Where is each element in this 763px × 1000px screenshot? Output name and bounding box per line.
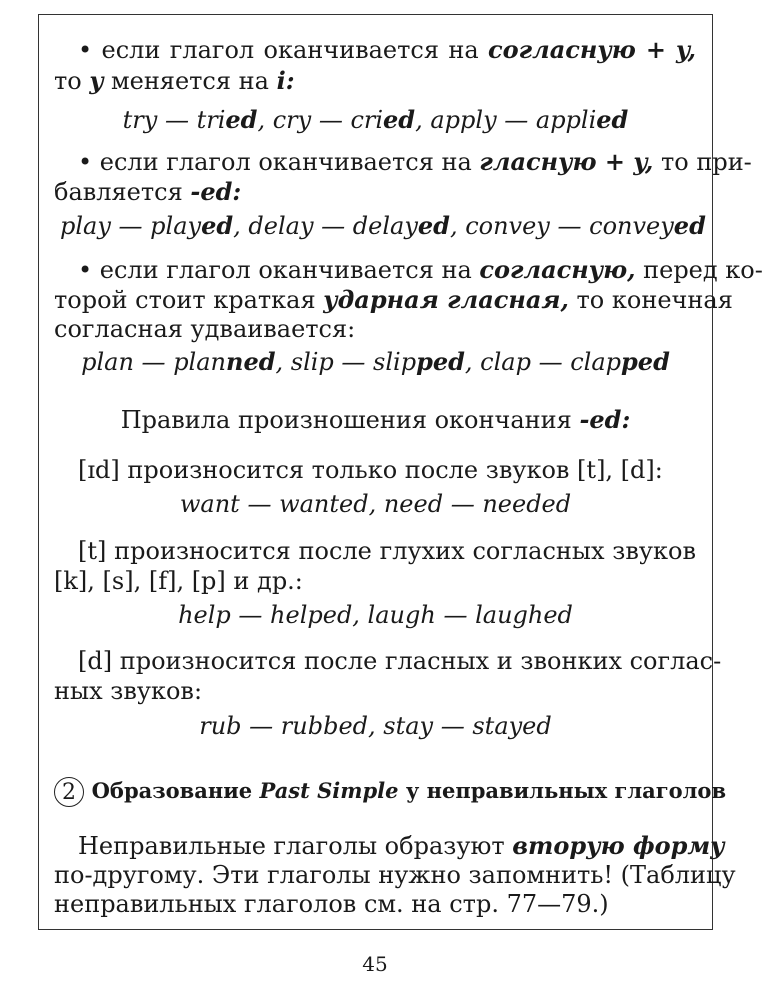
example-ending: ed <box>417 211 450 240</box>
rule2-line2 <box>54 178 241 206</box>
rule2-text: • если глагол оканчивается на <box>78 148 480 176</box>
example-text: , delay — delay <box>233 212 418 240</box>
example-text: , convey — convey <box>449 212 674 240</box>
rule3-text: то конечная <box>568 286 733 314</box>
pronunciation-title-suffix: -ed: <box>579 405 631 434</box>
page-number: 45 <box>362 952 388 976</box>
example-ending: ed <box>596 105 629 134</box>
rule3-text: перед ко- <box>635 256 763 284</box>
example-text: try — tri <box>122 106 226 134</box>
example-text: rub — rubbed, stay — stayed <box>199 712 552 740</box>
pronunciation-text: [ɪd] произносится только после звуков [t], [d]: <box>78 456 663 484</box>
example-ending: ped <box>416 347 465 376</box>
rule1-line2 <box>54 67 295 95</box>
rule1-emphasis: i: <box>276 66 295 95</box>
example-text: , clap — clap <box>464 348 622 376</box>
rule2-text: бавляется <box>54 178 191 206</box>
rule3-text: торой стоит краткая <box>54 286 324 314</box>
section-number-circle: 2 <box>54 777 84 807</box>
section2-text: Неправильные глаголы образуют <box>78 832 513 860</box>
rule1-text: то <box>54 67 90 95</box>
rule1-emphasis: y <box>89 66 104 95</box>
rule2-example <box>60 211 706 240</box>
example-text: , cry — cri <box>257 106 384 134</box>
section2-line1 <box>78 831 725 860</box>
example-text: plan — plan <box>81 348 226 376</box>
section2-line3 <box>54 890 609 918</box>
example-ending: ed <box>201 211 234 240</box>
rule1-text: меняется на <box>103 67 277 95</box>
rule2-emphasis: гласную + y, <box>479 147 654 176</box>
pronunciation-d-line1 <box>78 647 722 675</box>
pronunciation-id-example <box>38 490 713 518</box>
rule3-emphasis: согласную, <box>479 255 636 284</box>
example-ending: ned <box>226 347 276 376</box>
rule1-emphasis: согласную + y, <box>488 35 697 64</box>
pronunciation-id-line <box>78 456 663 484</box>
pronunciation-text: [d] произносится после гласных и звонких соглас- <box>78 647 722 675</box>
example-text: , slip — slip <box>275 348 417 376</box>
section2-emphasis: вторую форму <box>512 831 725 860</box>
example-ending: ed <box>225 105 258 134</box>
example-ending: ed <box>383 105 416 134</box>
rule1-example <box>38 106 713 134</box>
example-text: play — play <box>60 212 202 240</box>
rule3-line1 <box>78 255 763 284</box>
section2-text: неправильных глаголов см. на стр. 77—79.) <box>54 890 609 918</box>
pronunciation-d-example <box>38 712 713 740</box>
section-heading-text: Образование <box>91 778 260 803</box>
rule3-text: • если глагол оканчивается на <box>78 256 480 284</box>
example-text: , apply — appli <box>415 106 597 134</box>
rule3-example <box>38 348 713 376</box>
rule1-text: • если глагол оканчивается на <box>78 36 488 64</box>
pronunciation-d-line2 <box>54 677 202 705</box>
section-heading-text: у неправильных глаголов <box>398 778 727 803</box>
example-text: help — helped, laugh — laughed <box>178 601 573 629</box>
pronunciation-t-example <box>38 601 713 629</box>
rule3-line2 <box>54 285 733 314</box>
rule2-text: то при- <box>653 148 752 176</box>
rule3-text: согласная удваивается: <box>54 315 356 343</box>
rule3-line3 <box>54 315 355 343</box>
section2-text: по-другому. Эти глаголы нужно запомнить! (Таблицу <box>54 861 736 889</box>
pronunciation-text: ных звуков: <box>54 677 203 705</box>
pronunciation-t-line2 <box>54 567 303 595</box>
pronunciation-text: [k], [s], [f], [p] и др.: <box>54 567 303 595</box>
section-heading <box>54 774 726 807</box>
example-ending: ed <box>673 211 706 240</box>
pronunciation-title <box>38 406 713 434</box>
example-ending: ped <box>621 347 670 376</box>
section-heading-term: Past Simple <box>259 778 399 803</box>
section2-line2 <box>54 861 736 889</box>
rule2-emphasis: -ed: <box>190 177 242 206</box>
pronunciation-title-text: Правила произношения окончания <box>120 406 580 434</box>
rule1-line1 <box>78 36 696 64</box>
rule2-line1 <box>78 147 752 176</box>
rule3-emphasis: ударная гласная, <box>323 285 569 314</box>
pronunciation-t-line1 <box>78 537 696 565</box>
example-text: want — wanted, need — needed <box>179 490 572 518</box>
pronunciation-text: [t] произносится после глухих согласных звуков <box>78 537 696 565</box>
